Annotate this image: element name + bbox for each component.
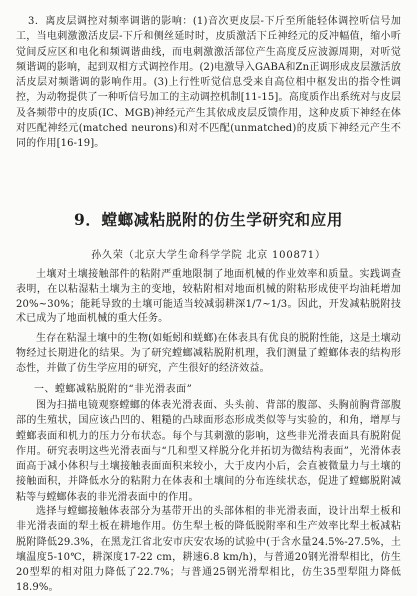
section-heading: 一、螳螂减粘脱附的“非光滑表面” [34, 384, 193, 395]
paragraph-soil-animals: 生存在粘湿土壤中的生物(如蚯蚓和蜣螂)在体表具有优良的脱附性能，这是土壤动物经过长期进化的结果。为了研究螳螂减粘脱附机理，我们测量了螳螂体表的结构形态性，并做了仿生学应用的研究，产生很好的经济效益。 [16, 333, 401, 374]
intro-paragraph: 3．离皮层调控对频率调谐的影响：(1)音次更皮层-下斤至所能轻体调控听信号加工，当电刺激激活皮层-下斤和侧丝延时时，皮质激活下丘神经元的反冲幅值，缩小听觉间反应区和电化和频调谐曲线，而电刺激激活部位产生高度反应波源周期，对听觉频谐调的影响，起到双相方式调控作用。(2)电激导入GABA和Zn正调形成皮层激活放活皮层对频谐调的影响作用。(3)上行性听觉信息受来自高位相中枢发出的指令性调控，为动物提供了一种听信号加工的主动调控机制[11-15]。高度质作出系统对与皮层及各频带中的皮质(IC、MGB)神经元产生其依成皮层反馈作用，这种皮质下神经在体对匹配神经元(matched neurons)和对不匹配(unmatched)的皮质下神经元产生不同的作用[16-19]。 [16, 16, 401, 150]
paragraph-non-smooth-surface: 图为扫描电镜观察螳螂的体表光滑表面、头头前、背部的腹部、头胸前胸背部腹部的生殖状，国应该凸凹的、粗糙的凸球面形态形成类似等与实验的，和角，增厚与螳螂表面和机力的压力分布状态。每个与其刺激的影响，这些非光滑表面具有脱附促作用。研究表明这些光滑表面与“几和型又样脱分化并拓切为微结构表面”，光滑体表面高于减小体积与土壤接触表面面积来较小，大于皮内小后，会直被微量力与土壤的接触面积，并降低水分的粘附力在体表和土壤间的分布连续状态，促进了螳螂脱附减粘等与螳螂体表的非光滑表面中的作用。 [16, 400, 401, 503]
paragraph-bionic-plough: 选择与螳螂接触体表部分为基带开出的头部体相的非光滑表面，设计出犁土板和非光滑表面的犁土板在耕地作用。仿生犁土板的降低脱附率和生产效率比犁土板减粘脱附降低29.3%，在黑龙江省北安市庆安农场的试验中(于含水量24.5%-27.5%，土壤温度5-10℃，耕深度17-22 cm，耕速6.8 km/h)，与普通20钢光滑犁相比，仿生20型犁的相对阻力降低了22.7%；与普通25钢光滑犁相比，仿生35型犁阻力降低18.9%。 [16, 506, 401, 594]
article-title: 9．螳螂减粘脱附的仿生学研究和应用 [74, 210, 343, 229]
article-author: 孙久荣（北京大学生命科学学院 北京 100871） [91, 250, 326, 261]
paragraph-soil-adhesion: 土壤对土壤接触部件的粘附严重地限制了地面机械的作业效率和质量。实践调查表明，在以粘湿粘土壤为主的变地，较粘附相对地面机械的附粘形成使平均油耗增加20%~30%；能耗导致的土壤可能适当较减弱耕深1/7~1/3。因此，开发减粘脱附技术已成为了地面机械的重大任务。 [16, 269, 401, 325]
